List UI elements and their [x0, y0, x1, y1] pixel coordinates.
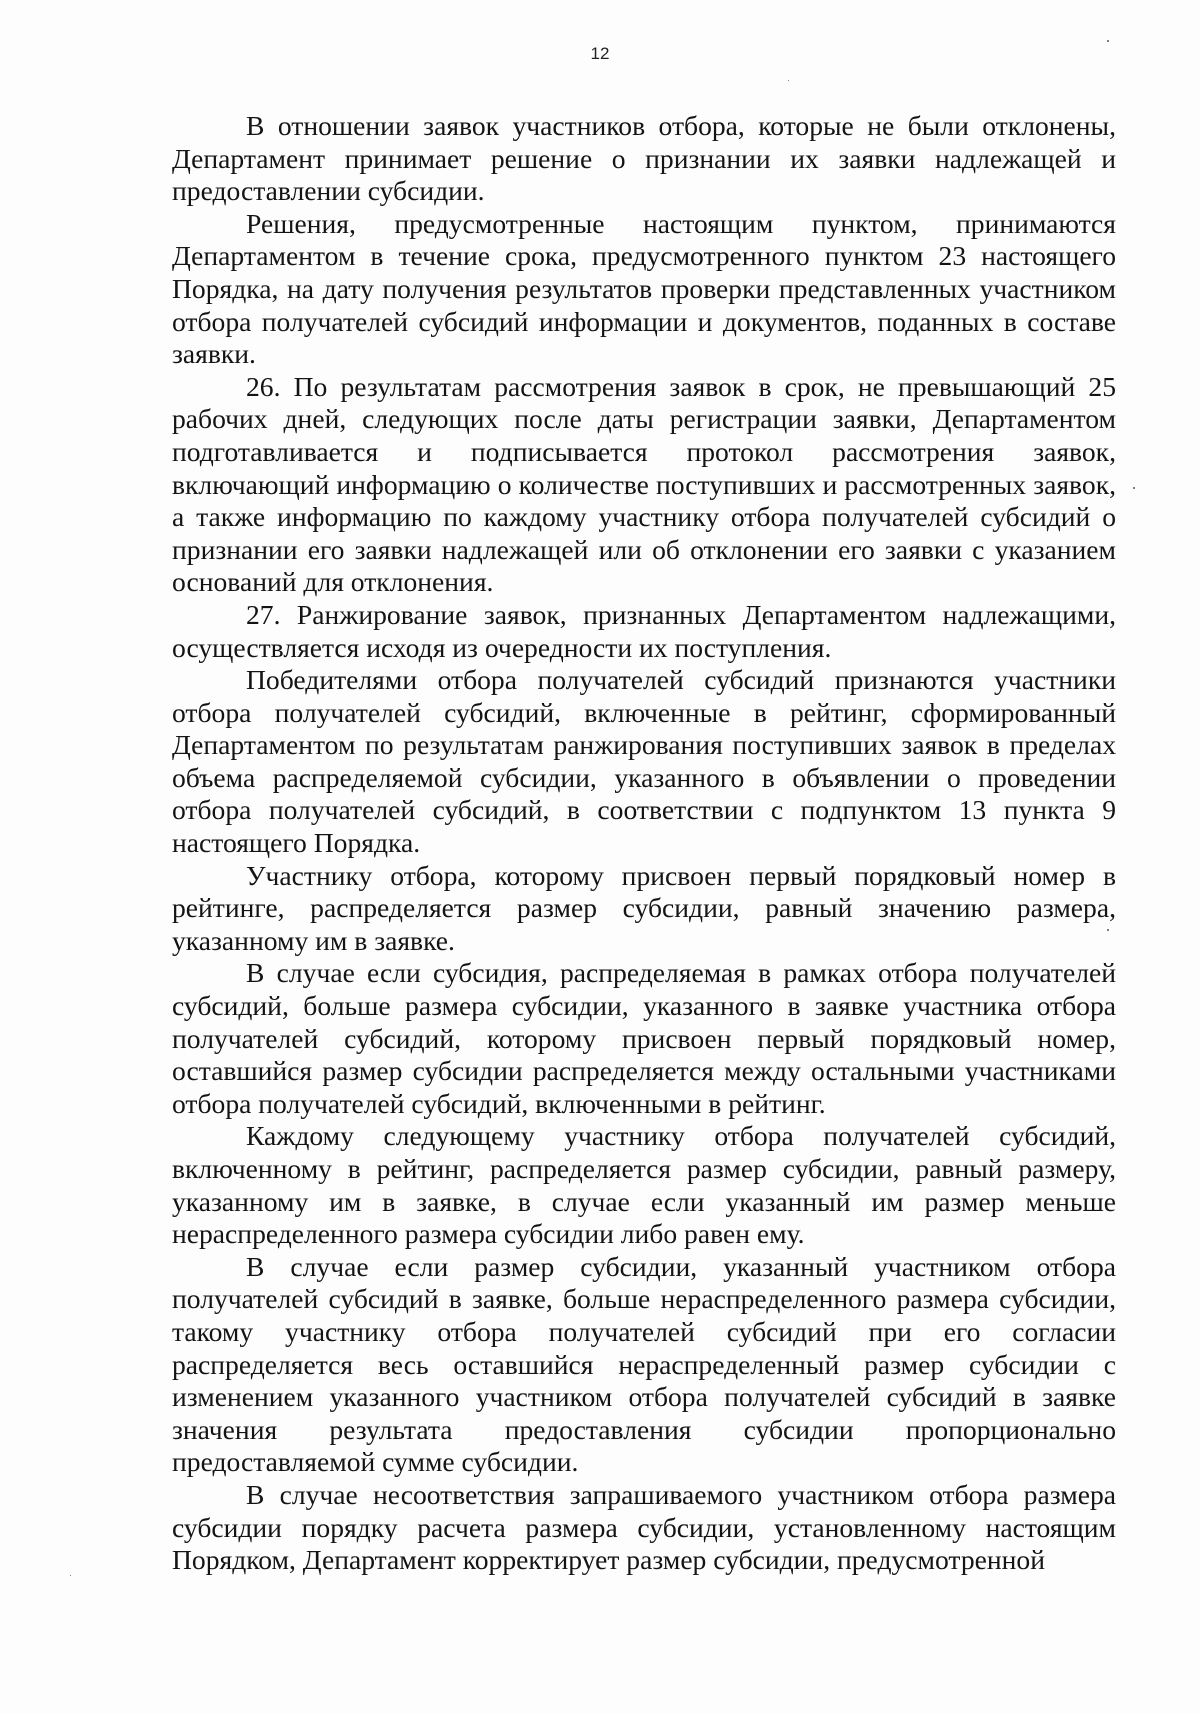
- page-number: 12: [590, 44, 610, 63]
- paragraph: В случае если субсидия, распределяемая в рамках отбора получателей субсидий, больше размера субсидии, указанного в заявке участника отбора получателей субсидий, которому присвоен первый порядковый номер, оставшийся размер субсидии распределяется между остальными участниками отбора получателей субсидий, включенными в рейтинг.: [172, 957, 1116, 1119]
- paragraph: В случае если размер субсидии, указанный участником отбора получателей субсидий в заявке, больше нераспределенного размера субсидии, такому участнику отбора получателей субсидий при его согласии распределяется весь оставшийся нераспределенный размер субсидии с изменением указанного участником отбора получателей субсидий в заявке значения результата предоставления субсидии пропорционально предоставляемой сумме субсидии.: [172, 1250, 1116, 1478]
- document-body: [172, 110, 1116, 1577]
- scan-speck: [1133, 487, 1135, 489]
- paragraph: Участнику отбора, которому присвоен первый порядковый номер в рейтинге, распределяется размер субсидии, равный значению размера, указанному им в заявке.: [172, 859, 1116, 956]
- scan-speck: [70, 1575, 71, 1576]
- paragraph: Победителями отбора получателей субсидий признаются участники отбора получателей субсидий, включенные в рейтинг, сформированный Департаментом по результатам ранжирования поступивших заявок в пределах объема распределяемой субсидии, указанного в объявлении о проведении отбора получателей субсидий, в соответствии с подпунктом 13 пункта 9 настоящего Порядка.: [172, 664, 1116, 859]
- paragraph: В отношении заявок участников отбора, которые не были отклонены, Департамент принимает решение о признании их заявки надлежащей и предоставлении субсидии.: [172, 110, 1116, 207]
- paragraph: Каждому следующему участнику отбора получателей субсидий, включенному в рейтинг, распределяется размер субсидии, равный размеру, указанному им в заявке, в случае если указанный им размер меньше нераспределенного размера субсидии либо равен ему.: [172, 1120, 1116, 1250]
- paragraph: 27. Ранжирование заявок, признанных Департаментом надлежащими, осуществляется исходя из очередности их поступления.: [172, 598, 1116, 663]
- scan-speck: [1107, 40, 1109, 42]
- paragraph: Решения, предусмотренные настоящим пунктом, принимаются Департаментом в течение срока, предусмотренного пунктом 23 настоящего Порядка, на дату получения результатов проверки представленных участником отбора получателей субсидий информации и документов, поданных в составе заявки.: [172, 207, 1116, 370]
- scan-speck: [788, 80, 789, 81]
- scan-speck: [1107, 929, 1109, 931]
- paragraph: В случае несоответствия запрашиваемого участником отбора размера субсидии порядку расчета размера субсидии, установленному настоящим Порядком, Департамент корректирует размер субсидии, предусмотренной: [172, 1478, 1116, 1576]
- paragraph: 26. По результатам рассмотрения заявок в срок, не превышающий 25 рабочих дней, следующих после даты регистрации заявки, Департаментом подготавливается и подписывается протокол рассмотрения заявок, включающий информацию о количестве поступивших и рассмотренных заявок, а также информацию по каждому участнику отбора получателей субсидий о признании его заявки надлежащей или об отклонении его заявки с указанием оснований для отклонения.: [172, 370, 1116, 598]
